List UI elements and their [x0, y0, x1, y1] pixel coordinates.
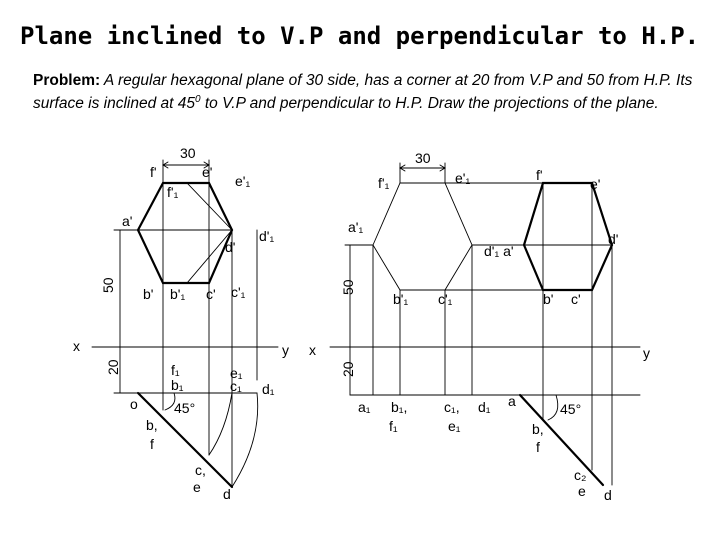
label-f: f: [150, 436, 154, 452]
label-e1: e₁: [230, 365, 243, 381]
label-d1: d₁: [262, 381, 275, 397]
aux-hexagon: [373, 183, 472, 290]
label-45-left: 45°: [174, 400, 196, 416]
label-c-prime-right: c': [571, 291, 581, 307]
label-d: d: [223, 486, 231, 502]
label-b1: b₁: [171, 377, 184, 393]
label-c: c,: [195, 462, 206, 478]
label-d1-prime: d'₁: [259, 228, 275, 244]
label-b-prime: b': [143, 286, 154, 302]
label-d-prime: d': [225, 239, 236, 255]
label-e-right: e: [578, 483, 586, 499]
label-f1: f₁: [171, 362, 180, 378]
label-e: e: [193, 479, 201, 495]
label-a-prime: a': [122, 213, 133, 229]
label-c1-comma: c₁,: [444, 399, 460, 415]
label-b-prime-right: b': [543, 291, 554, 307]
label-e-prime: e': [202, 164, 213, 180]
problem-text-a: A regular hexagonal plane of 30 side, has a corner at 20 from V.P and 50 from H.P. Its surface is inclined at 45: [33, 72, 693, 113]
label-20: 20: [105, 359, 121, 375]
label-a: a: [508, 393, 516, 409]
slide-title: Plane inclined to V.P and perpendicular to H.P.: [20, 22, 700, 50]
problem-label: Problem:: [33, 72, 101, 89]
label-y-left: y: [282, 342, 289, 358]
hexagon-front-view: [138, 183, 232, 283]
label-o: o: [130, 396, 138, 412]
label-c2: c₂: [574, 467, 587, 483]
label-e1-prime-right: e'₁: [455, 170, 471, 186]
label-x-right: x: [309, 342, 316, 358]
label-30-right: 30: [415, 150, 431, 166]
label-f1-prime: f'₁: [167, 184, 179, 200]
problem-text-b: to V.P and perpendicular to H.P. Draw the projections of the plane.: [200, 95, 659, 113]
label-f-prime-right: f': [536, 167, 543, 183]
label-50: 50: [100, 277, 116, 293]
label-50-right: 50: [340, 279, 356, 295]
label-c1: c₁: [230, 378, 242, 394]
label-c1-prime: c'₁: [231, 284, 246, 300]
label-b: b,: [146, 417, 158, 433]
label-f-right: f: [536, 439, 540, 455]
label-c-prime: c': [206, 286, 216, 302]
label-e1-right: e₁: [448, 418, 461, 434]
right-figure: [309, 150, 650, 503]
label-d1-right: d₁: [478, 399, 491, 415]
left-figure: [73, 145, 289, 502]
label-b1-comma: b₁,: [391, 399, 408, 415]
angle-arc-right: [548, 395, 558, 420]
problem-superscript: 0: [194, 94, 201, 105]
label-a1: a₁: [358, 399, 371, 415]
label-x-left: x: [73, 338, 80, 354]
label-y-right: y: [643, 345, 650, 361]
final-hexagon-front: [524, 183, 612, 290]
label-a1-prime: a'₁: [348, 219, 364, 235]
label-e-prime-right: e': [590, 176, 601, 192]
label-b1-prime: b'₁: [170, 286, 186, 302]
label-f1-prime-right: f'₁: [378, 175, 390, 191]
label-d-right: d: [604, 487, 612, 503]
label-d-prime-right: d': [608, 231, 619, 247]
label-45-right: 45°: [560, 401, 582, 417]
label-c1-prime-right: c'₁: [438, 291, 453, 307]
label-d1-a-prime: d'₁ a': [484, 243, 514, 259]
label-f1-right: f₁: [389, 418, 398, 434]
rotation-arc-2: [209, 393, 232, 455]
label-e1-prime: e'₁: [235, 173, 251, 189]
label-30: 30: [180, 145, 196, 161]
label-f-prime: f': [150, 164, 157, 180]
rotation-arc: [232, 393, 258, 487]
label-b1-prime-right: b'₁: [393, 291, 409, 307]
label-20-right: 20: [340, 361, 356, 377]
label-b-right: b,: [532, 421, 544, 437]
